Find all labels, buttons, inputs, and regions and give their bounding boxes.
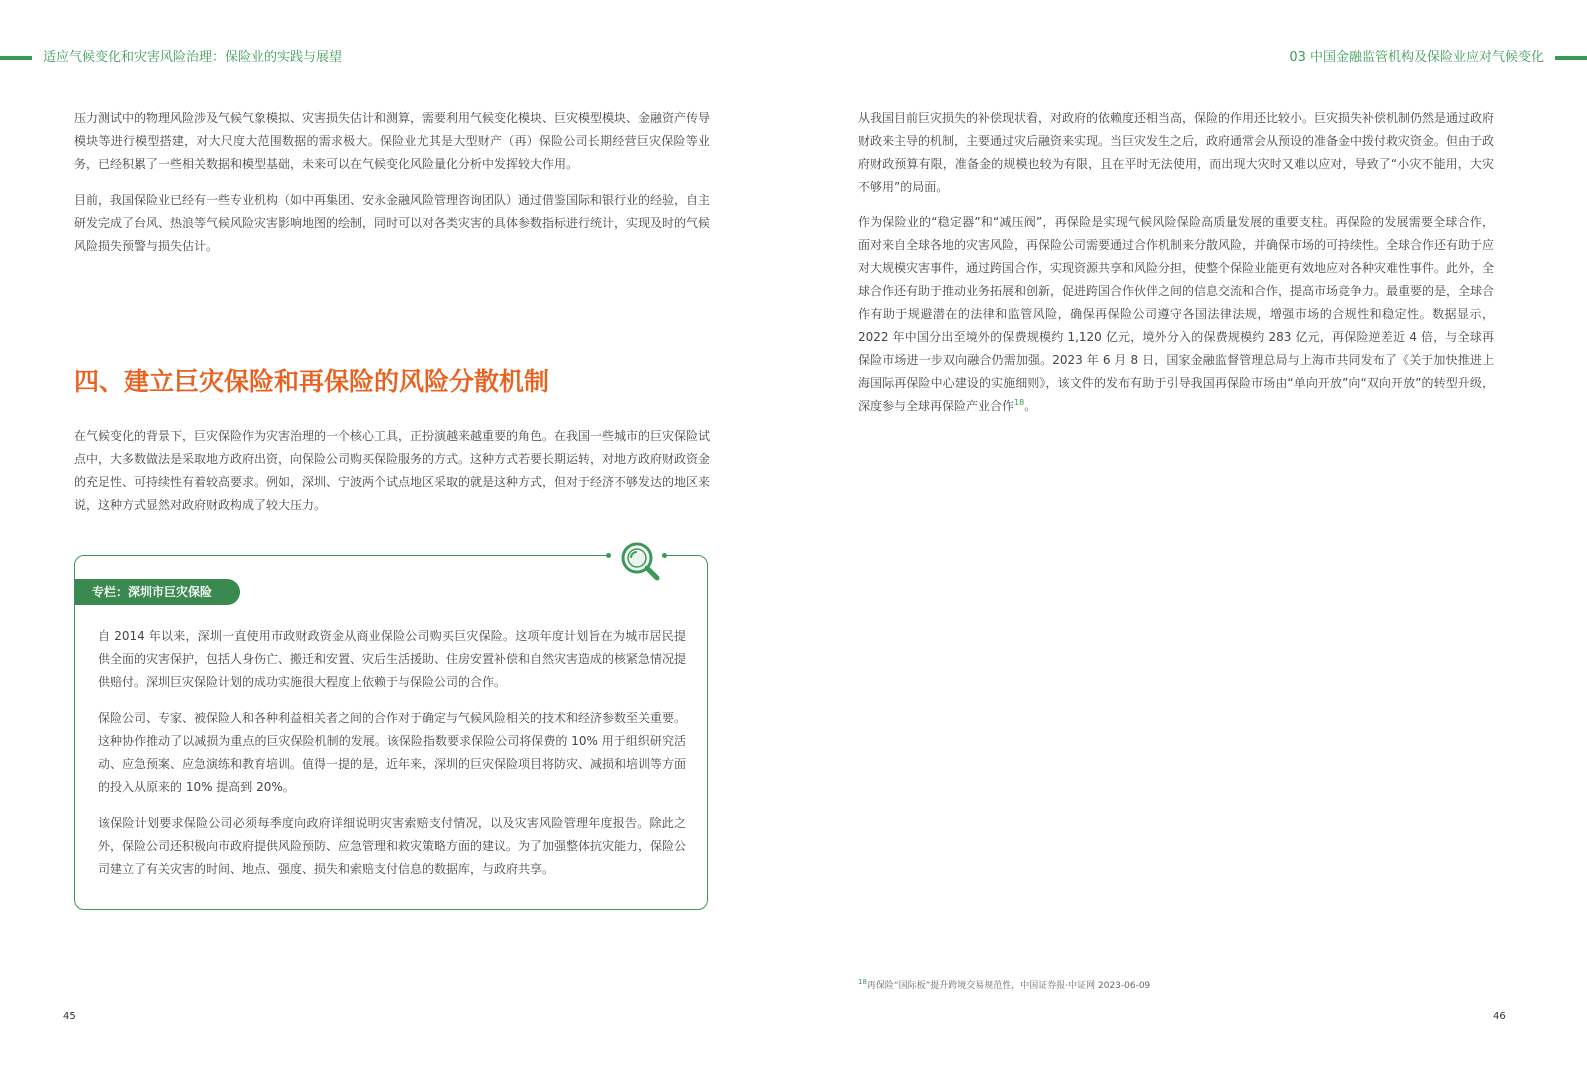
left-paragraph-1: 压力测试中的物理风险涉及气候气象模拟、灾害损失估计和测算，需要利用气候变化模块、巨灾模型模块、金融资产传导模块等进行模型搭建，对大尺度大范围数据的需求极大。保险业尤其是大型财产（再）保险公司长期经营巨灾保险等业务，已经积累了一些相关数据和模型基础，未来可以在气候变化风险量化分析中发挥较大作用。	[74, 111, 711, 171]
box-paragraph-3: 该保险计划要求保险公司必须每季度向政府详细说明灾害索赔支付情况，以及灾害风险管理年度报告。除此之外，保险公司还积极向市政府提供风险预防、应急管理和救灾策略方面的建议。为了加强整体抗灾能力，保险公司建立了有关灾害的时间、地点、强度、损失和索赔支付信息的数据库，与政府共享。	[98, 816, 687, 876]
left-paragraph-2: 目前，我国保险业已经有一些专业机构（如中再集团、安永金融风险管理咨询团队）通过借鉴国际和银行业的经验，自主研发完成了台风、热浪等气候风险灾害影响地图的绘制，同时可以对各类灾害的具体参数指标进行统计，实现及时的气候风险损失预警与损失估计。	[74, 193, 711, 253]
right-paragraph-2	[858, 211, 1494, 418]
page-number-right: 46	[1493, 1011, 1506, 1022]
box-paragraph-1: 自 2014 年以来，深圳一直使用市政财政资金从商业保险公司购买巨灾保险。这项年度计划旨在为城市居民提供全面的灾害保护，包括人身伤亡、搬迁和安置、灾后生活援助、住房安置补偿和自然灾害造成的核紧急情况提供赔付。深圳巨灾保险计划的成功实施很大程度上依赖于与保险公司的合作。	[98, 629, 687, 689]
footnote-marker: 18	[858, 978, 867, 986]
right-paragraph-1: 从我国目前巨灾损失的补偿现状看，对政府的依赖度还相当高，保险的作用还比较小。巨灾损失补偿机制仍然是通过政府财政来主导的机制，主要通过灾后融资来实现。当巨灾发生之后，政府通常会从预设的准备金中拨付救灾资金。但由于政府财政预算有限，准备金的规模也较为有限，且在平时无法使用，而出现大灾时又难以应对，导致了“小灾不能用，大灾不够用”的局面。	[858, 111, 1495, 194]
footnote-reference[interactable]: 18	[1014, 398, 1025, 407]
section-title: 四、建立巨灾保险和再保险的风险分散机制	[74, 367, 550, 396]
box-paragraph-2: 保险公司、专家、被保险人和各种利益相关者之间的合作对于确定与气候风险相关的技术和经济参数至关重要。这种协作推动了以减损为重点的巨灾保险机制的发展。该保险指数要求保险公司将保费的 10% 用于组织研究活动、应急预案、应急演练和教育培训。值得一提的是，近年来，深圳的巨灾保险项目将防灾、减损和培训等方面的投入从原来的 10% 提高到 20%。	[98, 711, 687, 794]
header-title-left: 适应气候变化和灾害风险治理：保险业的实践与展望	[43, 50, 343, 65]
box-border-dot-left	[606, 553, 611, 558]
magnifier-icon	[617, 540, 663, 582]
section-paragraph: 在气候变化的背景下，巨灾保险作为灾害治理的一个核心工具，正扮演越来越重要的角色。在我国一些城市的巨灾保险试点中，大多数做法是采取地方政府出资，向保险公司购买保险服务的方式。这种方式若要长期运转，对地方政府财政资金的充足性、可持续性有着较高要求。例如，深圳、宁波两个试点地区采取的就是这种方式，但对于经济不够发达的地区来说，这种方式显然对政府财政构成了较大压力。	[74, 429, 711, 512]
column-box-tag: 专栏：深圳市巨灾保险	[74, 579, 240, 605]
header-title-right: 03 中国金融监管机构及保险业应对气候变化	[1289, 50, 1544, 65]
footnote-text: 再保险“国际板”提升跨境交易规范性，中国证券报·中证网 2023-06-09	[866, 981, 1151, 991]
footnote	[858, 975, 1150, 993]
header-accent-bar-right	[1555, 56, 1587, 60]
right-paragraph-2-end: 。	[1024, 399, 1037, 413]
header-accent-bar-left	[0, 56, 32, 60]
right-paragraph-2-text: 作为保险业的“稳定器”和“减压阀”，再保险是实现气候风险保险高质量发展的重要支柱。再保险的发展需要全球合作，面对来自全球各地的灾害风险，再保险公司需要通过合作机制来分散风险，并确保市场的可持续性。全球合作还有助于应对大规模灾害事件，通过跨国合作，实现资源共享和风险分担，使整个保险业能更有效地应对各种灾难性事件。此外，全球合作还有助于推动业务拓展和创新，促进跨国合作伙伴之间的信息交流和合作，提高市场竞争力。最重要的是，全球合作有助于规避潜在的法律和监管风险，确保再保险公司遵守各国法律法规，增强市场的合规性和稳定性。数据显示，2022 年中国分出至境外的保费规模约 1,120 亿元，境外分入的保费规模约 283 亿元，再保险逆差近 4 倍，与全球再保险市场进一步双向融合仍需加强。2023 年 6 月 8 日，国家金融监督管理总局与上海市共同发布了《关于加快推进上海国际再保险中心建设的实施细则》，该文件的发布有助于引导我国再保险市场由“单向开放”向“双向开放”的转型升级，深度参与全球再保险产业合作	[858, 215, 1495, 413]
page-number-left: 45	[63, 1011, 76, 1022]
